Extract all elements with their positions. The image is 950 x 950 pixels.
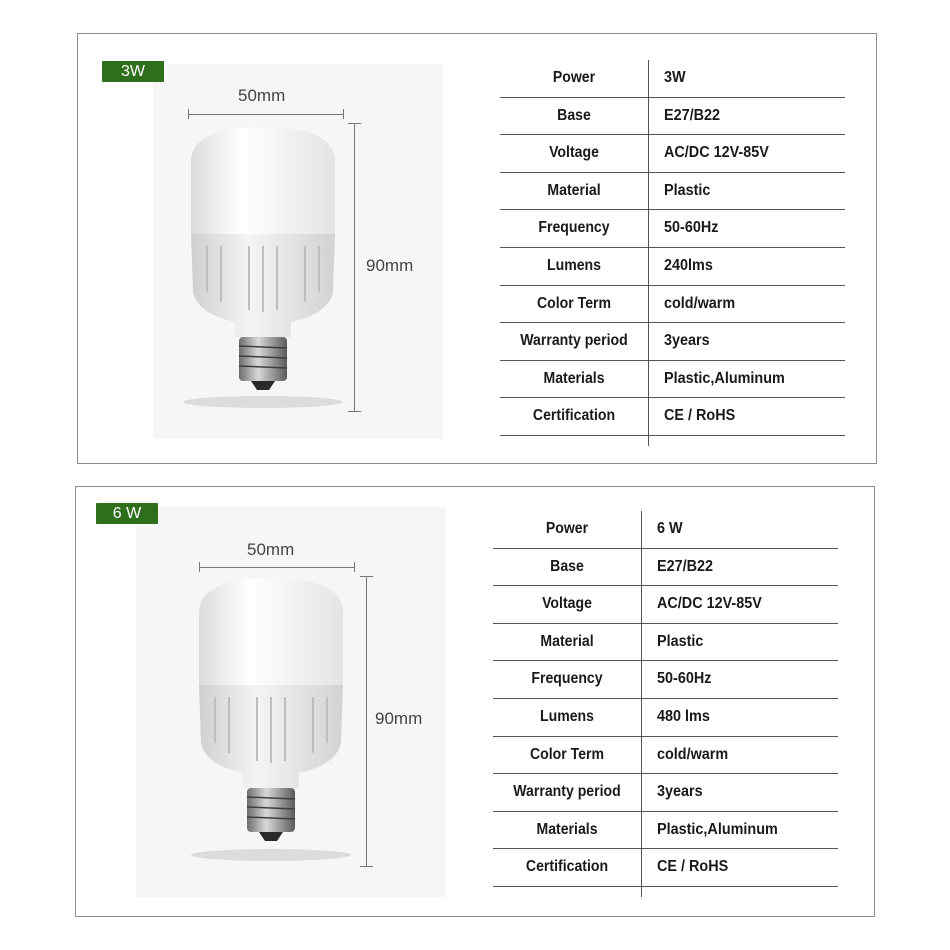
spec-value: 50-60Hz bbox=[657, 670, 712, 688]
spec-label: Materials bbox=[536, 820, 598, 838]
spec-row-voltage bbox=[500, 135, 845, 173]
spec-value: 6 W bbox=[657, 520, 683, 537]
dimension-tick bbox=[360, 576, 373, 577]
spec-label: Base bbox=[550, 557, 584, 575]
height-dimension-label: 90mm bbox=[375, 709, 423, 728]
spec-label: Power bbox=[545, 520, 589, 537]
product-panel-6w bbox=[75, 486, 875, 917]
spec-row-power bbox=[500, 60, 845, 98]
height-dimension-label: 90mm bbox=[366, 256, 414, 275]
width-dimension-line bbox=[199, 567, 354, 568]
spec-value: cold/warm bbox=[657, 745, 729, 763]
spec-label: Voltage bbox=[542, 595, 592, 613]
spec-label: Base bbox=[557, 106, 591, 124]
spec-row-certification bbox=[493, 849, 838, 887]
spec-label: Warranty period bbox=[520, 332, 628, 350]
spec-value: 3W bbox=[664, 69, 686, 86]
spec-table bbox=[493, 511, 838, 887]
spec-label: Material bbox=[547, 181, 601, 199]
spec-label: Warranty period bbox=[513, 783, 621, 801]
spec-label: Material bbox=[540, 632, 594, 650]
spec-value: AC/DC 12V-85V bbox=[657, 595, 762, 613]
spec-label: Color Term bbox=[536, 294, 612, 312]
spec-value: 3years bbox=[657, 783, 703, 801]
spec-value: 50-60Hz bbox=[664, 219, 719, 237]
spec-label: Voltage bbox=[549, 144, 599, 162]
dimension-tick bbox=[188, 109, 189, 119]
spec-value: E27/B22 bbox=[657, 557, 714, 575]
spec-value: 240lms bbox=[664, 256, 713, 274]
wattage-badge: 3W bbox=[102, 61, 164, 82]
spec-row-base bbox=[493, 549, 838, 587]
spec-value: CE / RoHS bbox=[657, 858, 729, 876]
spec-row-power bbox=[493, 511, 838, 549]
height-dimension-line bbox=[366, 576, 367, 866]
spec-row-warranty bbox=[493, 774, 838, 812]
spec-value: AC/DC 12V-85V bbox=[664, 144, 769, 162]
spec-row-lumens bbox=[493, 699, 838, 737]
spec-label: Lumens bbox=[540, 707, 594, 725]
led-bulb-image bbox=[173, 122, 353, 412]
spec-row-voltage bbox=[493, 586, 838, 624]
width-dimension-label: 50mm bbox=[238, 86, 286, 105]
width-dimension-line bbox=[188, 114, 343, 115]
spec-row-material bbox=[500, 173, 845, 211]
spec-label: Frequency bbox=[538, 219, 610, 237]
spec-row-frequency bbox=[493, 661, 838, 699]
spec-row-color-term bbox=[500, 286, 845, 324]
spec-label: Power bbox=[552, 69, 596, 86]
spec-label: Certification bbox=[525, 858, 609, 876]
spec-value: Plastic bbox=[657, 632, 704, 650]
dimension-tick bbox=[343, 109, 344, 119]
spec-row-base bbox=[500, 98, 845, 136]
spec-label: Materials bbox=[543, 369, 605, 387]
spec-row-materials bbox=[493, 812, 838, 850]
dimension-tick bbox=[360, 866, 373, 867]
spec-value: Plastic,Aluminum bbox=[664, 369, 785, 387]
spec-row-frequency bbox=[500, 210, 845, 248]
spec-label: Certification bbox=[532, 407, 616, 425]
width-dimension-label: 50mm bbox=[247, 540, 295, 559]
spec-value: Plastic,Aluminum bbox=[657, 820, 778, 838]
spec-row-materials bbox=[500, 361, 845, 399]
dimension-tick bbox=[199, 562, 200, 572]
spec-value: CE / RoHS bbox=[664, 407, 736, 425]
spec-value: cold/warm bbox=[664, 294, 736, 312]
spec-value: 480 lms bbox=[657, 707, 710, 725]
spec-row-material bbox=[493, 624, 838, 662]
spec-row-color-term bbox=[493, 737, 838, 775]
dimension-tick bbox=[354, 562, 355, 572]
spec-table bbox=[500, 60, 845, 436]
led-bulb-image bbox=[181, 573, 361, 863]
spec-label: Frequency bbox=[531, 670, 603, 688]
spec-value: E27/B22 bbox=[664, 106, 721, 124]
spec-label: Lumens bbox=[547, 256, 601, 274]
spec-row-warranty bbox=[500, 323, 845, 361]
spec-value: 3years bbox=[664, 332, 710, 350]
spec-row-certification bbox=[500, 398, 845, 436]
spec-label: Color Term bbox=[529, 745, 605, 763]
product-panel-3w bbox=[77, 33, 877, 464]
height-dimension-line bbox=[354, 123, 355, 411]
spec-row-lumens bbox=[500, 248, 845, 286]
spec-value: Plastic bbox=[664, 181, 711, 199]
wattage-badge: 6 W bbox=[96, 503, 158, 524]
